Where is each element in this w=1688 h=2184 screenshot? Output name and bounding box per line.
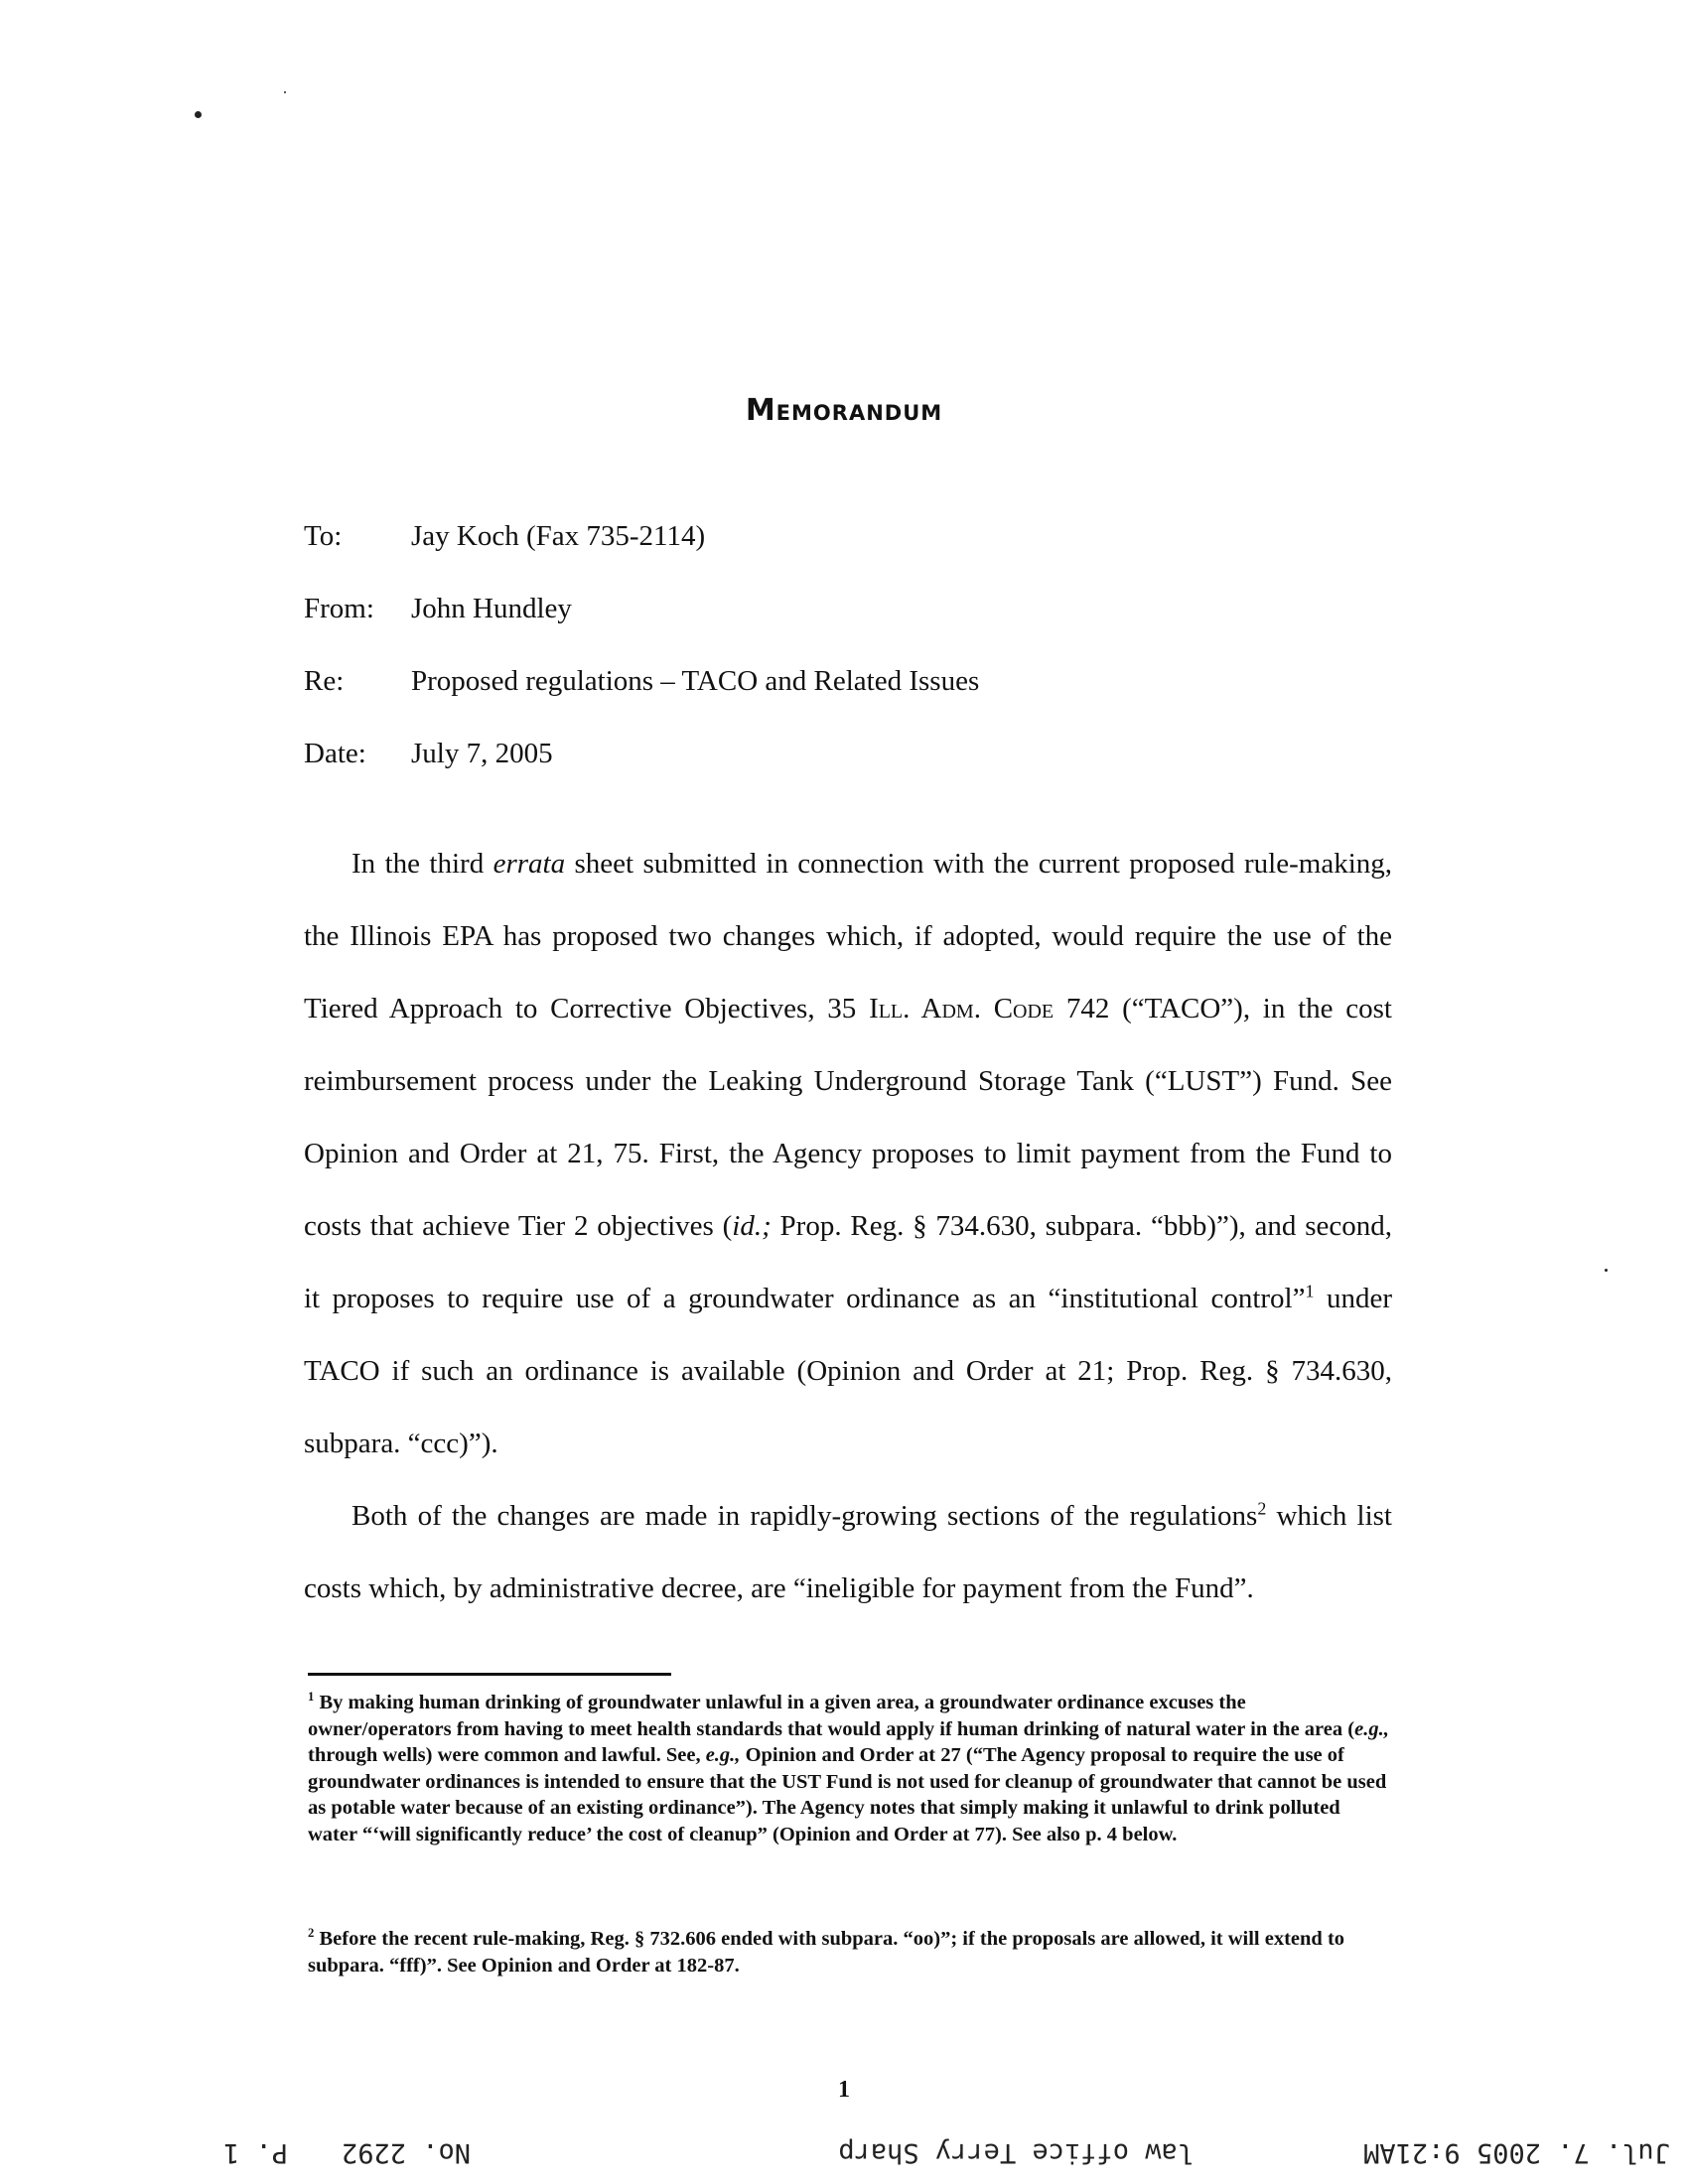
fax-number: No. 2292: [341, 2137, 471, 2168]
footnote-1-text-1: By making human drinking of groundwater unlawful in a given area, a groundwater ordinance excuses the owner/operators from having to meet health standards that would apply if human drinking of natural water in the area (: [308, 1692, 1355, 1740]
scan-speck: [1605, 1269, 1608, 1272]
footnote-divider: [308, 1673, 671, 1676]
date-label: Date:: [304, 738, 366, 769]
memo-title: Memorandum: [745, 393, 943, 428]
re-label: Re:: [304, 665, 345, 697]
page-number: 1: [838, 2077, 850, 2103]
fax-page: P. 1: [222, 2137, 288, 2168]
footnote-1-number: 1: [308, 1690, 315, 1705]
footnote-2: [308, 1926, 1390, 1979]
para1-text-2: sheet submitted in connection with the current proposed rule-making, the Illinois EPA has proposed two changes which, if adopted, would require the use of the Tiered Approach to Corrective Objectives, 35: [304, 848, 1392, 1024]
footnote-1-text-2: through wells) were common and lawful. See,: [308, 1744, 706, 1766]
date-value: July 7, 2005: [411, 738, 553, 769]
to-label: To:: [304, 520, 343, 552]
para1-text-5: under TACO if such an ordinance is available (Opinion and Order at 21; Prop. Reg. § 734.630, subpara. “ccc)”).: [304, 1283, 1393, 1459]
footnote-ref-2: 2: [1257, 1498, 1267, 1519]
para2-text-1: Both of the changes are made in rapidly-growing sections of the regulations: [352, 1500, 1258, 1532]
body-paragraph-2: [304, 1480, 1392, 1625]
scan-speck: [284, 91, 286, 93]
fax-sender: law office Terry Sharp: [838, 2137, 1194, 2168]
fax-transmission-footer: [0, 2132, 1688, 2172]
footnote-2-number: 2: [308, 1926, 315, 1941]
para1-text-4: Prop. Reg. § 734.630, subpara. “bbb)”), and second, it proposes to require use of a groundwater ordinance as an “institutional control”: [304, 1210, 1392, 1314]
para1-code-citation: Ill. Adm. Code: [869, 993, 1055, 1024]
footnote-1-text-3: Opinion and Order at 27 (“The Agency proposal to require the use of groundwater ordinances is intended to ensure that the UST Fund is not used for cleanup of groundwater that cannot be used as potable water because of an existing ordinance”). The Agency notes that simply making it unlawful to drink polluted water “‘will significantly reduce’ the cost of cleanup” (Opinion and Order at 77). See also p. 4 below.: [308, 1744, 1387, 1845]
para2-text-2: which list costs which, by administrative decree, are “ineligible for payment from the Fund”.: [304, 1500, 1392, 1604]
para1-text-3: 742 (“TACO”), in the cost reimbursement process under the Leaking Underground Storage Tank (“LUST”) Fund. See Opinion and Order at 21, 75. First, the Agency proposes to limit payment from the Fund to costs that achieve Tier 2 objectives (: [304, 993, 1392, 1242]
para1-id: id.;: [732, 1210, 772, 1242]
re-value: Proposed regulations – TACO and Related Issues: [411, 665, 980, 697]
body-paragraph-1: [304, 828, 1392, 1480]
footnote-2-text: Before the recent rule-making, Reg. § 732.606 ended with subpara. “oo)”; if the proposals are allowed, it will extend to subpara. “fff)”. See Opinion and Order at 182-87.: [308, 1928, 1345, 1977]
footnote-1-eg-2: e.g.,: [705, 1744, 741, 1766]
fax-date-time: Jul. 7. 2005 9:21AM: [1363, 2137, 1670, 2168]
to-value: Jay Koch (Fax 735-2114): [411, 520, 706, 552]
para1-text-1: In the third: [352, 848, 493, 880]
footnote-ref-1: 1: [1305, 1281, 1315, 1301]
scan-speck: [195, 111, 202, 118]
from-label: From:: [304, 593, 374, 624]
footnote-1-eg-1: e.g.,: [1354, 1717, 1389, 1740]
from-value: John Hundley: [411, 593, 572, 624]
footnote-1: [308, 1690, 1390, 1847]
para1-errata: errata: [492, 848, 566, 880]
